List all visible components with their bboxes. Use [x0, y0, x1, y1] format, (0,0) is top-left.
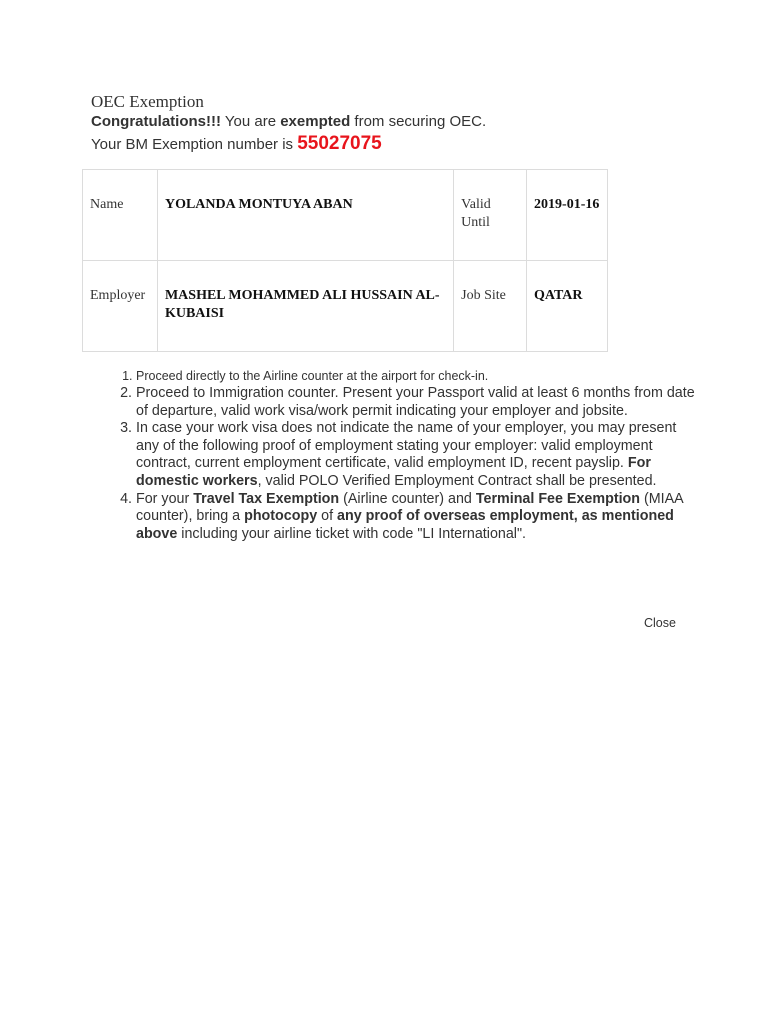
step4-text-e: (MIAA counter), bring a: [136, 490, 683, 525]
employer-label: Employer: [83, 261, 158, 352]
travel-tax-exemption: Travel Tax Exemption: [193, 490, 340, 507]
valid-until-value: 2019-01-16: [527, 170, 608, 261]
photocopy-word: photocopy: [244, 508, 318, 525]
congrats-pre: You are: [220, 113, 281, 130]
list-item: 2. Proceed to Immigration counter. Present your Passport valid at least 6 months from date of departure, valid work visa/work permit indicating your employer and jobsite.: [136, 385, 701, 420]
congratulations-message: [91, 113, 486, 130]
employer-value: MASHEL MOHAMMED ALI HUSSAIN AL-KUBAISI: [157, 261, 453, 352]
terminal-fee-exemption: Terminal Fee Exemption: [475, 490, 641, 507]
congrats-post: from securing OEC.: [350, 113, 487, 130]
step3-text-c: , valid POLO Verified Employment Contract shall be presented.: [257, 472, 657, 489]
name-label: Name: [83, 170, 158, 261]
valid-until-label: Valid Until: [454, 170, 527, 261]
bm-exemption-line: [91, 133, 382, 155]
instruction-list: [111, 368, 701, 543]
exempted-word: exempted: [280, 113, 351, 130]
step4-text-i: including your airline ticket with code "LI International".: [177, 525, 527, 542]
bm-label: Your BM Exemption number is: [91, 136, 298, 153]
list-item: 1. Proceed directly to the Airline counter at the airport for check-in.: [136, 368, 701, 385]
step3-bold: For domestic workers: [136, 455, 651, 489]
page-title: OEC Exemption: [91, 92, 204, 111]
job-site-label: Job Site: [454, 261, 527, 352]
step4-text-g: of: [317, 508, 338, 525]
list-item: [136, 420, 701, 490]
step4-text-a: For your: [136, 490, 194, 507]
table-row: [83, 170, 608, 261]
congratulations-word: Congratulations!!!: [91, 113, 221, 130]
step4-text-c: (Airline counter) and: [339, 490, 476, 507]
job-site-value: QATAR: [527, 261, 608, 352]
list-item: [136, 491, 701, 544]
bm-exemption-number: 55027075: [297, 133, 382, 154]
proof-of-employment: any proof of overseas employment, as mentioned above: [136, 508, 674, 542]
exemption-details-table: [82, 169, 608, 352]
close-button[interactable]: Close: [644, 616, 676, 630]
name-value: YOLANDA MONTUYA ABAN: [157, 170, 453, 261]
step3-text-a: In case your work visa does not indicate the name of your employer, you may present any of the following proof of employment stating your employer: valid employment contract, current employment certificate, valid employment ID, recent payslip.: [136, 420, 677, 472]
table-row: [83, 261, 608, 352]
